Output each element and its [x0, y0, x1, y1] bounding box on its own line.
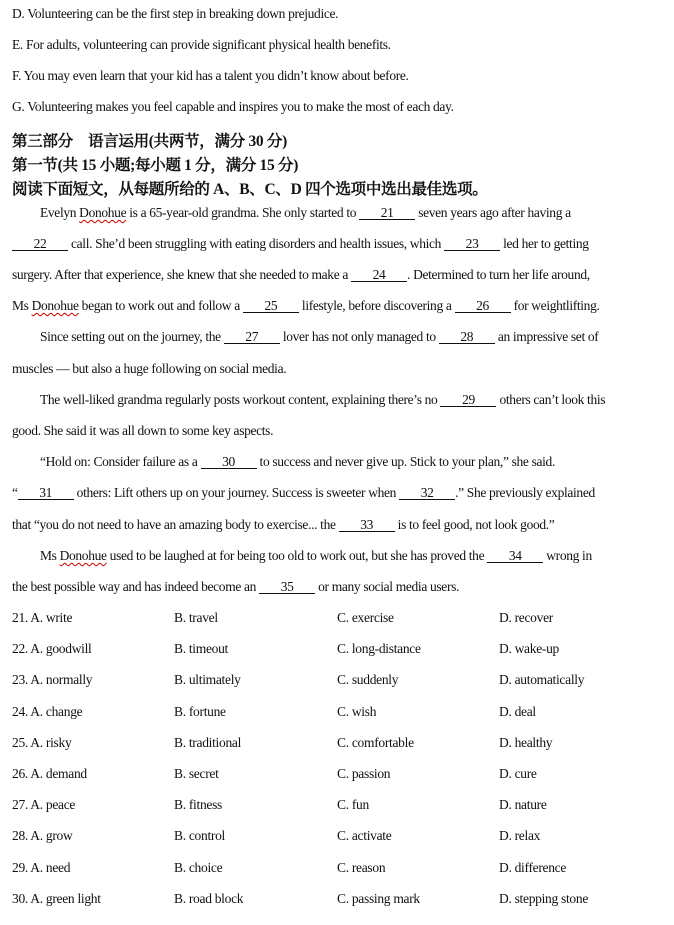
passage-text: seven years ago after having a	[415, 205, 571, 220]
blank-24: 24	[351, 268, 407, 282]
passage-text: Donohue	[59, 548, 107, 563]
question-option: B. choice	[174, 859, 223, 875]
question-option: D. stepping stone	[499, 890, 589, 906]
question-option: B. travel	[174, 610, 218, 625]
question-option: 27. A. peace	[12, 797, 76, 813]
passage-text: Ms	[12, 298, 32, 313]
passage-text: “Hold on: Consider failure as a	[40, 454, 201, 469]
question-option: D. cure	[499, 766, 537, 781]
passage-text: others can’t look this	[496, 392, 606, 407]
question-option: 21. A. write	[12, 610, 73, 625]
passage-line	[12, 236, 589, 252]
blank-30: 30	[201, 455, 257, 469]
question-option: C. activate	[337, 828, 392, 844]
blank-35: 35	[259, 580, 315, 594]
previous-option-line: F. You may even learn that your kid has a talent you didn’t know about before.	[12, 68, 409, 83]
passage-line	[12, 517, 554, 533]
question-option: D. wake-up	[499, 641, 559, 657]
passage-text: Evelyn	[40, 205, 80, 220]
question-option: B. ultimately	[174, 672, 241, 688]
question-option: B. secret	[174, 766, 219, 781]
question-option: 28. A. grow	[12, 828, 73, 844]
blank-23: 23	[444, 237, 500, 251]
blank-31: 31	[18, 486, 74, 500]
previous-option-line: G. Volunteering makes you feel capable and inspires you to make the most of each day.	[12, 99, 454, 114]
question-option: D. recover	[499, 610, 553, 625]
question-option: B. timeout	[174, 641, 228, 657]
passage-text: “	[12, 485, 18, 500]
passage-text: muscles — but also a huge following on social media.	[12, 361, 287, 376]
blank-25: 25	[243, 299, 299, 313]
blank-29: 29	[440, 393, 496, 407]
question-option: C. suddenly	[337, 672, 399, 688]
blank-21: 21	[359, 206, 415, 220]
passage-text: led her to getting	[500, 236, 589, 251]
question-option: D. relax	[499, 828, 541, 844]
passage-text: lifestyle, before discovering a	[298, 298, 455, 313]
passage-text: an impressive set of	[494, 329, 599, 344]
passage-text: Donohue	[31, 298, 79, 313]
passage-line	[40, 548, 592, 564]
passage-line	[40, 329, 598, 345]
passage-text: that “you do not need to have an amazing body to exercise... the	[12, 517, 339, 532]
passage-line	[12, 423, 273, 439]
passage-text: wrong in	[543, 548, 592, 563]
question-option: C. passion	[337, 766, 391, 781]
blank-32: 32	[399, 486, 455, 500]
question-option: C. passing mark	[337, 890, 420, 906]
question-option: 24. A. change	[12, 703, 83, 719]
passage-text: for weightlifting.	[510, 298, 600, 313]
passage-text: the best possible way and has indeed become an	[12, 579, 260, 594]
passage-text: call. She’d been struggling with eating disorders and health issues, which	[68, 236, 445, 251]
passage-text: The well-liked grandma regularly posts workout content, explaining there’s no	[40, 392, 441, 407]
question-option: B. road block	[174, 890, 244, 906]
blank-34: 34	[487, 549, 543, 563]
passage-line	[12, 485, 595, 501]
passage-line	[40, 454, 555, 470]
question-option: 30. A. green light	[12, 890, 101, 906]
question-option: C. exercise	[337, 610, 394, 625]
blank-22: 22	[12, 237, 68, 251]
passage-text: surgery. After that experience, she knew that she needed to make a	[12, 267, 352, 282]
section-heading: 第一节(共 15 小题;每小题 1 分，满分 15 分)	[12, 157, 299, 174]
blank-28: 28	[439, 330, 495, 344]
passage-text: others: Lift others up on your journey. Success is sweeter when	[73, 485, 400, 500]
passage-line	[12, 267, 590, 283]
question-option: D. deal	[499, 703, 536, 719]
passage-text: began to work out and follow a	[78, 298, 243, 313]
blank-33: 33	[339, 518, 395, 532]
section-heading: 阅读下面短文，从每题所给的 A、B、C、D 四个选项中选出最佳选项。	[12, 181, 488, 198]
passage-line	[12, 298, 600, 314]
passage-text: lover has not only managed to	[279, 329, 439, 344]
passage-line	[12, 361, 286, 377]
passage-line	[12, 579, 459, 595]
question-option: D. automatically	[499, 672, 585, 688]
blank-27: 27	[224, 330, 280, 344]
passage-text: or many social media users.	[315, 579, 460, 594]
question-option: 29. A. need	[12, 859, 71, 875]
passage-text: . Determined to turn her life around,	[407, 267, 590, 282]
passage-text: .” She previously explained	[455, 485, 595, 500]
question-option: C. fun	[337, 797, 369, 813]
passage-line	[40, 205, 571, 221]
question-option: 25. A. risky	[12, 734, 72, 750]
question-option: C. wish	[337, 703, 377, 719]
passage-text: good. She said it was all down to some key aspects.	[12, 423, 274, 438]
passage-text: Donohue	[79, 205, 127, 220]
question-option: C. reason	[337, 859, 386, 875]
passage-text: is a 65-year-old grandma. She only started to	[126, 205, 360, 220]
question-option: D. difference	[499, 859, 567, 875]
question-option: 23. A. normally	[12, 672, 93, 688]
question-option: C. comfortable	[337, 734, 414, 750]
passage-line	[40, 392, 605, 408]
passage-text: Ms	[40, 548, 60, 563]
passage-text: Since setting out on the journey, the	[40, 329, 224, 344]
question-option: 26. A. demand	[12, 766, 87, 781]
passage-text: to success and never give up. Stick to your plan,” she said.	[256, 454, 555, 469]
question-option: B. fortune	[174, 703, 226, 719]
question-option: B. fitness	[174, 797, 223, 813]
previous-option-line: D. Volunteering can be the first step in breaking down prejudice.	[12, 6, 339, 21]
blank-26: 26	[455, 299, 511, 313]
previous-option-line: E. For adults, volunteering can provide significant physical health benefits.	[12, 37, 391, 52]
passage-text: is to feel good, not look good.”	[394, 517, 555, 532]
passage-text: used to be laughed at for being too old to work out, but she has proved the	[106, 548, 488, 563]
section-heading: 第三部分 语言运用(共两节，满分 30 分)	[12, 133, 287, 150]
question-option: D. nature	[499, 797, 547, 813]
question-option: B. control	[174, 828, 225, 844]
question-option: B. traditional	[174, 734, 242, 750]
question-option: 22. A. goodwill	[12, 641, 92, 657]
question-option: C. long-distance	[337, 641, 421, 657]
question-option: D. healthy	[499, 734, 553, 750]
